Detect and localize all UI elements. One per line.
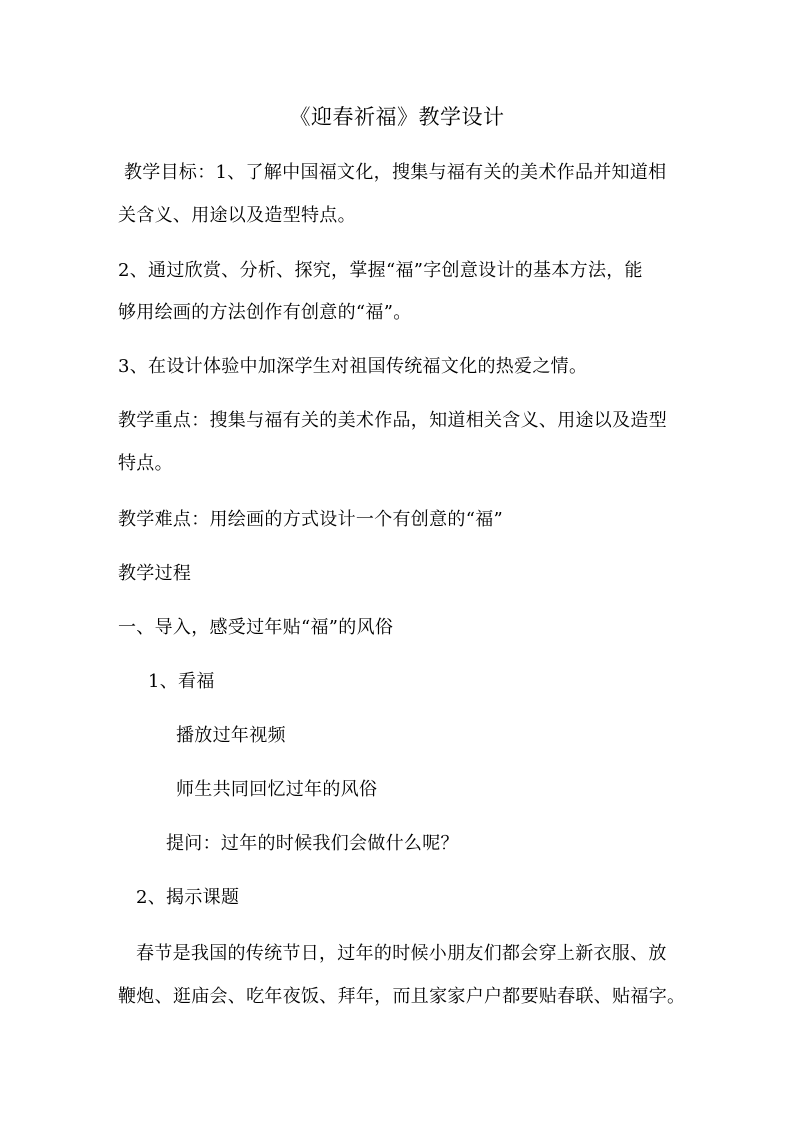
closing-line-2: 鞭炮、逛庙会、吃年夜饭、拜年，而且家家户户都要贴春联、贴福字。 (118, 986, 686, 1007)
closing-line-1: 春节是我国的传统节日，过年的时候小朋友们都会穿上新衣服、放 (136, 943, 667, 964)
document-title: 《迎春祈福》教学设计 (289, 105, 505, 129)
sub-1-item-2: 师生共同回忆过年的风俗 (176, 779, 378, 800)
section-1-heading: 一、导入，感受过年贴“福”的风俗 (118, 617, 394, 638)
objectives-line-2: 关含义、用途以及造型特点。 (118, 205, 356, 226)
objectives-line-1: 教学目标：1、了解中国福文化，搜集与福有关的美术作品并知道相 (124, 162, 667, 183)
objective-2-line-2: 够用绘画的方法创作有创意的“福”。 (118, 302, 412, 323)
objective-2-line-1: 2、通过欣赏、分析、探究，掌握“福”字创意设计的基本方法，能 (118, 260, 643, 281)
sub-1-item-1: 播放过年视频 (176, 725, 286, 746)
difficulty: 教学难点：用绘画的方式设计一个有创意的“福” (118, 509, 504, 530)
objective-3: 3、在设计体验中加深学生对祖国传统福文化的热爱之情。 (118, 356, 588, 377)
key-points-line-1: 教学重点：搜集与福有关的美术作品，知道相关含义、用途以及造型 (118, 410, 667, 431)
sub-1-question: 提问：过年的时候我们会做什么呢？ (166, 833, 459, 854)
sub-2-heading: 2、揭示课题 (136, 887, 240, 908)
process-heading: 教学过程 (118, 563, 192, 584)
key-points-line-2: 特点。 (118, 453, 173, 474)
sub-1-heading: 1、看福 (148, 671, 215, 692)
